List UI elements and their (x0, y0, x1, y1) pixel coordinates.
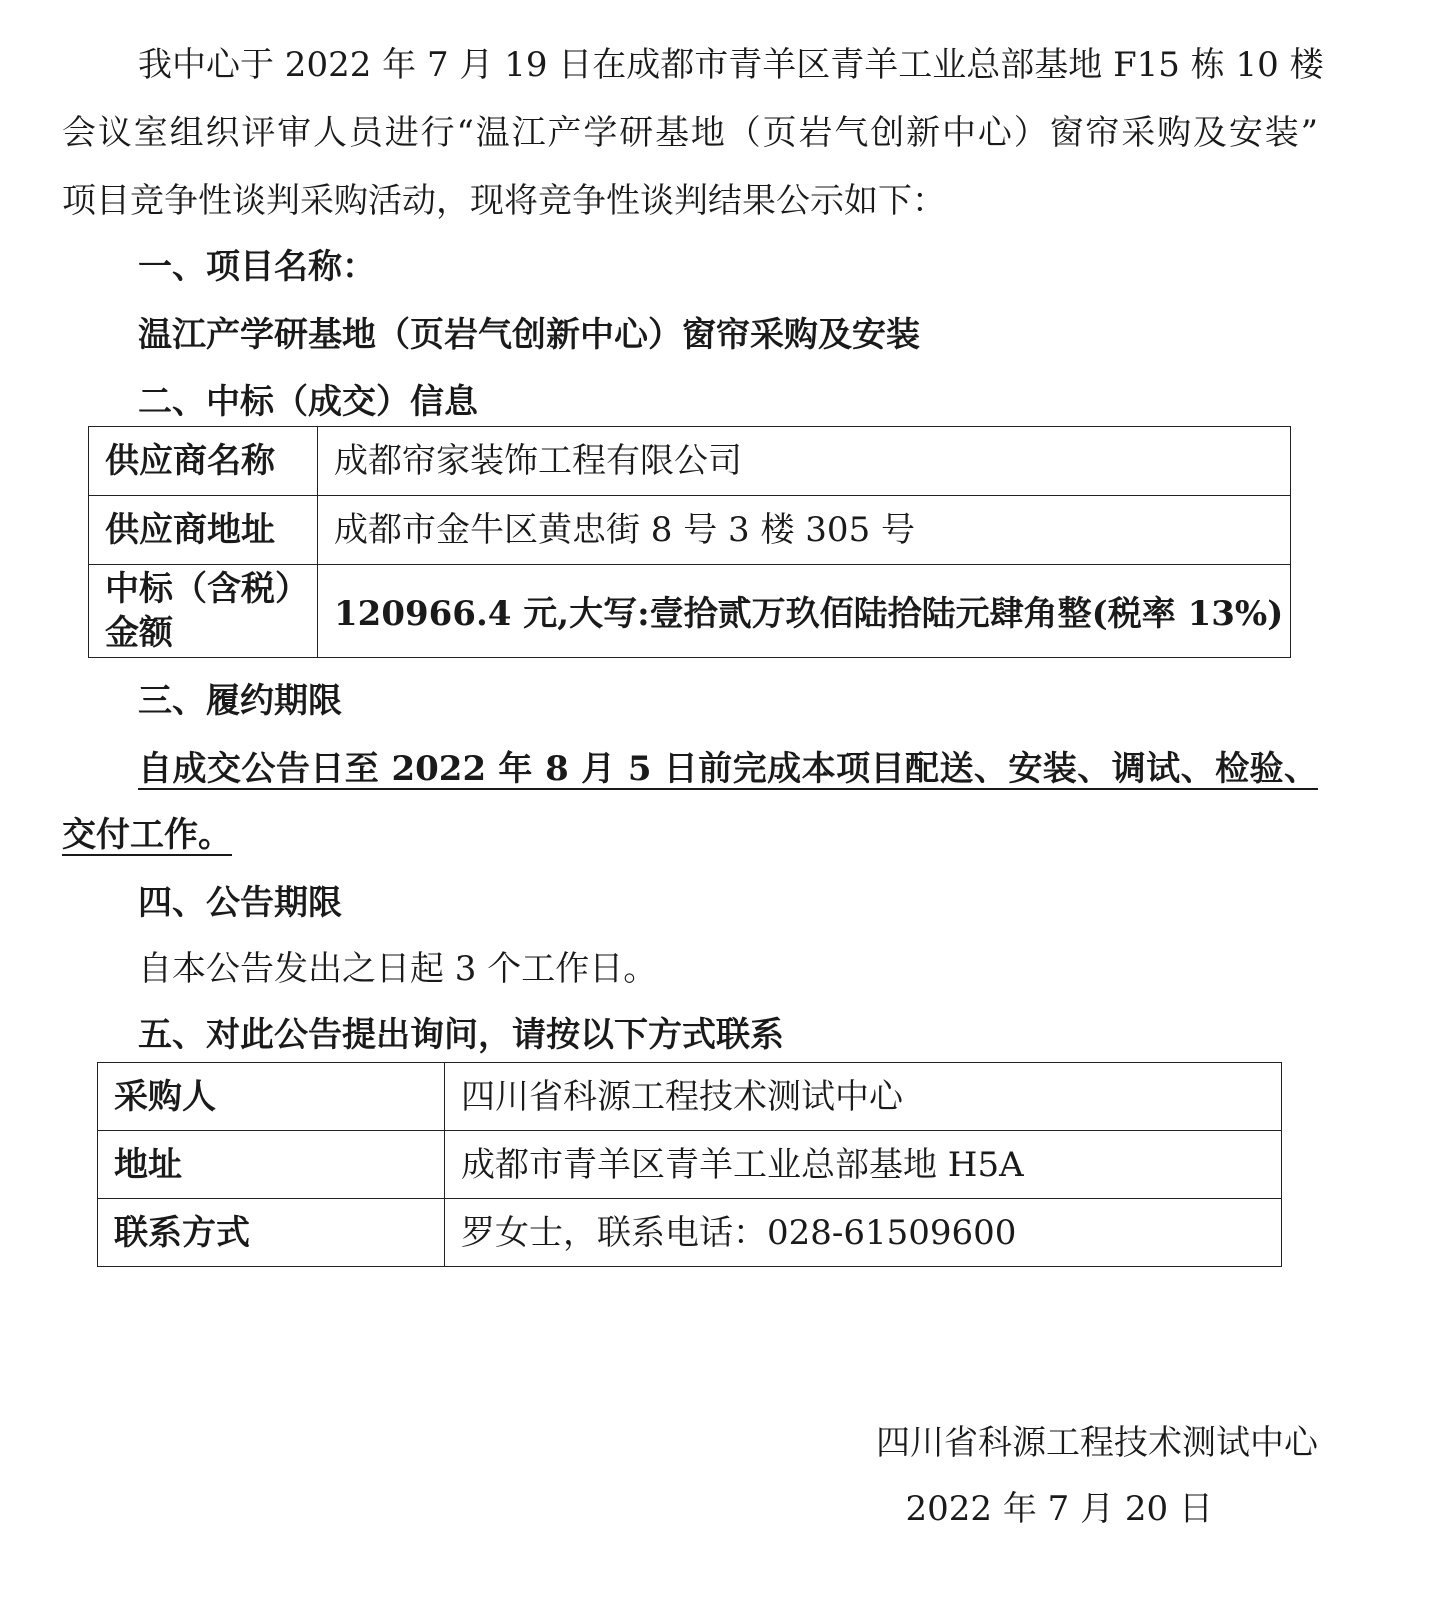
signature-org: 四川省科源工程技术测试中心 (876, 1423, 1318, 1463)
supplier-name-label: 供应商名称 (89, 427, 318, 496)
address-value: 成都市青羊区青羊工业总部基地 H5A (445, 1131, 1282, 1199)
table-row (98, 1199, 1282, 1267)
table-row (89, 427, 1291, 496)
intro-line-2: 会议室组织评审人员进行“温江产学研基地（页岩气创新中心）窗帘采购及安装” (62, 113, 1318, 153)
award-amount-label (89, 565, 318, 658)
table-row (89, 496, 1291, 565)
award-amount-label-line-1: 中标（含税） (105, 569, 309, 609)
intro-line-1: 我中心于 2022 年 7 月 19 日在成都市青羊区青羊工业总部基地 F15 栋 10 楼 (138, 45, 1324, 85)
section-4-heading: 四、公告期限 (138, 883, 342, 923)
signature-date: 2022 年 7 月 20 日 (905, 1489, 1213, 1529)
performance-period-line-2: 交付工作。 (62, 815, 232, 855)
section-1-heading: 一、项目名称： (138, 247, 376, 287)
supplier-name-value: 成都帘家装饰工程有限公司 (318, 427, 1291, 496)
award-info-table (88, 426, 1291, 658)
announcement-period: 自本公告发出之日起 3 个工作日。 (138, 949, 658, 989)
section-3-heading: 三、履约期限 (138, 681, 342, 721)
section-5-heading: 五、对此公告提出询问，请按以下方式联系 (138, 1015, 784, 1055)
section-2-heading: 二、中标（成交）信息 (138, 382, 478, 422)
supplier-address-label: 供应商地址 (89, 496, 318, 565)
performance-period-line-1: 自成交公告日至 2022 年 8 月 5 日前完成本项目配送、安装、调试、检验、 (138, 749, 1318, 789)
table-row (98, 1063, 1282, 1131)
contact-label: 联系方式 (98, 1199, 445, 1267)
project-name: 温江产学研基地（页岩气创新中心）窗帘采购及安装 (138, 315, 920, 355)
purchaser-label: 采购人 (98, 1063, 445, 1131)
address-label: 地址 (98, 1131, 445, 1199)
purchaser-value: 四川省科源工程技术测试中心 (445, 1063, 1282, 1131)
contact-value: 罗女士，联系电话：028-61509600 (445, 1199, 1282, 1267)
contact-table (97, 1062, 1282, 1267)
table-row (89, 565, 1291, 658)
award-amount-value: 120966.4 元,大写:壹拾贰万玖佰陆拾陆元肆角整(税率 13%) (318, 565, 1291, 658)
intro-line-3: 项目竞争性谈判采购活动，现将竞争性谈判结果公示如下： (62, 181, 946, 221)
award-amount-label-line-2: 金额 (105, 613, 173, 653)
table-row (98, 1131, 1282, 1199)
supplier-address-value: 成都市金牛区黄忠街 8 号 3 楼 305 号 (318, 496, 1291, 565)
